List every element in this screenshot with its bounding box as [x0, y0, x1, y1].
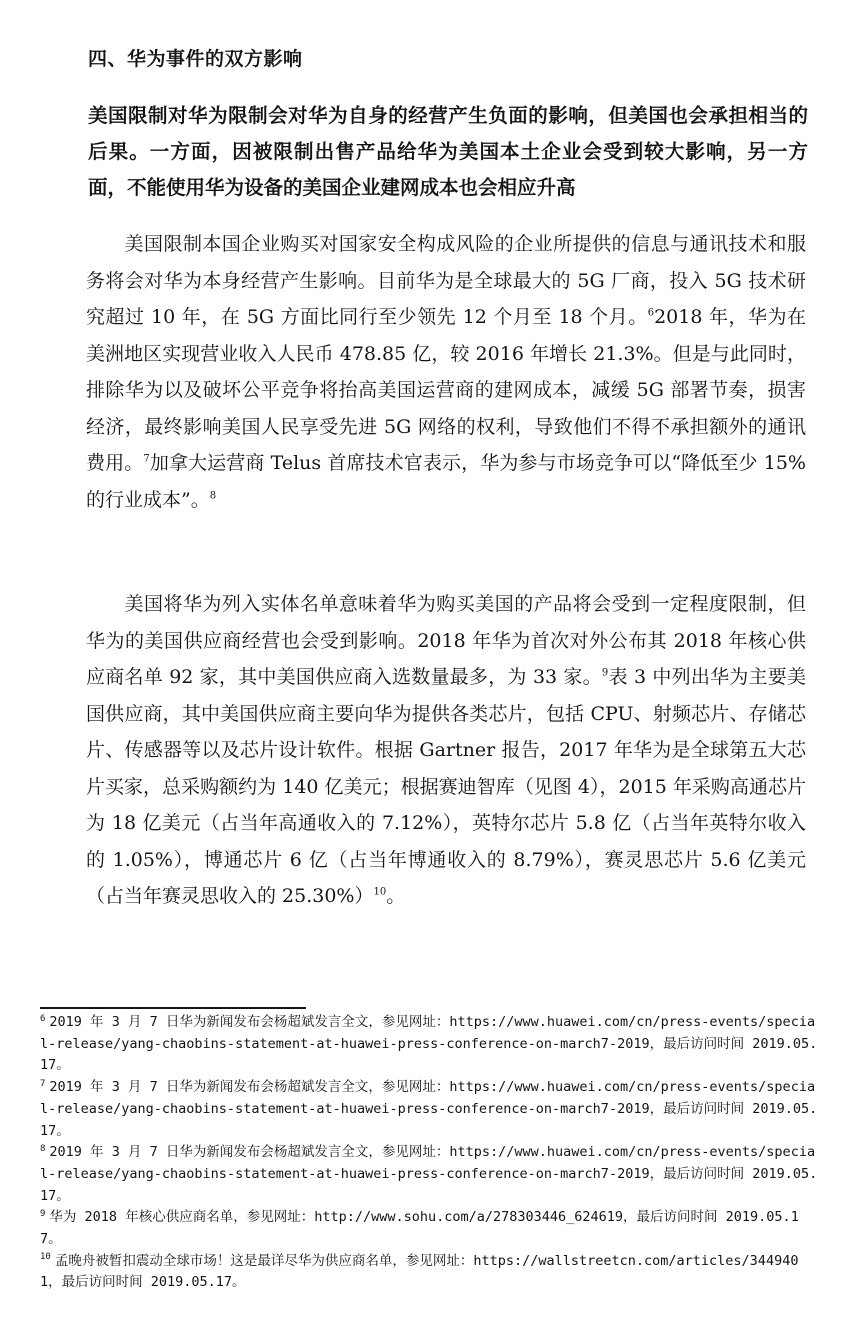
footnote-ref-6[interactable]: 6 [647, 307, 655, 319]
paragraph2-text-3: 。 [386, 885, 406, 907]
footnote-item [40, 1251, 820, 1294]
paragraph1-text-1: 美国限制本国企业购买对国家安全构成风险的企业所提供的信息与通讯技术和服务将会对华为本身经营产生影响。目前华为是全球最大的 5G 厂商，投入 5G 技术研究超过 10 年，在 5G 方面比同行至少领先 12 个月至 18 个月。 [86, 233, 806, 328]
footnote-ref-10[interactable]: 10 [373, 886, 387, 898]
footnote-divider [40, 1007, 306, 1009]
footnote-item [40, 1012, 820, 1077]
footnote-text: 2019 年 3 月 7 日华为新闻发布会杨超斌发言全文，参见网址：https://www.huawei.com/cn/press-events/special-release/yang-chaobins-statement-at-huawei-press-conference-on-march7-2019，最后访问时间 2019.05.17。 [40, 1079, 818, 1139]
footnote-text: 2019 年 3 月 7 日华为新闻发布会杨超斌发言全文，参见网址：https://www.huawei.com/cn/press-events/special-release/yang-chaobins-statement-at-huawei-press-conference-on-march7-2019，最后访问时间 2019.05.17。 [40, 1144, 818, 1204]
footnotes [40, 1012, 820, 1294]
paragraph2-text-2: 表 3 中列出华为主要美国供应商，其中美国供应商主要向华为提供各类芯片，包括 CPU、射频芯片、存储芯片、传感器等以及芯片设计软件。根据 Gartner 报告，2017 年华为是全球第五大芯片买家，总采购额约为 140 亿美元；根据赛迪智库（见图 4），2015 年采购高通芯片为 18 亿美元（占当年高通收入的 7.12%），英特尔芯片 5.8 亿（占当年英特尔收入的 1.05%），博通芯片 6 亿（占当年博通收入的 8.79%），赛灵思芯片 5.6 亿美元（占当年赛灵思收入的 25.30%） [86, 666, 807, 907]
section-heading: 四、华为事件的双方影响 [88, 48, 303, 70]
footnote-item [40, 1207, 820, 1250]
footnote-number: 6 [40, 1013, 46, 1024]
footnote-ref-8[interactable]: 8 [209, 490, 217, 502]
footnote-number: 10 [40, 1252, 51, 1263]
footnote-text: 孟晚舟被暂扣震动全球市场！这是最详尽华为供应商名单，参见网址：https://wallstreetcn.com/articles/3449401，最后访问时间 2019.05.17。 [40, 1252, 799, 1291]
footnote-text: 华为 2018 年核心供应商名单，参见网址：http://www.sohu.com/a/278303446_624619，最后访问时间 2019.05.17。 [40, 1209, 799, 1248]
footnote-item [40, 1077, 820, 1142]
lead-paragraph: 美国限制对华为限制会对华为自身的经营产生负面的影响，但美国也会承担相当的后果。一方面，因被限制出售产品给华为美国本土企业会受到较大影响，另一方面，不能使用华为设备的美国企业建网成本也会相应升高 [88, 104, 808, 199]
footnote-ref-9[interactable]: 9 [601, 667, 609, 679]
paragraph1-text-2: 2018 年，华为在美洲地区实现营业收入人民币 478.85 亿，较 2016 年增长 21.3%。但是与此同时，排除华为以及破坏公平竞争将抬高美国运营商的建网成本，减缓 5G 部署节奏，损害经济，最终影响美国人民享受先进 5G 网络的权利，导致他们不得不承担额外的通讯费用。 [86, 306, 806, 474]
footnote-number: 9 [40, 1208, 46, 1219]
footnote-item [40, 1142, 820, 1207]
body-paragraph-1 [86, 226, 806, 518]
body-paragraph-2 [86, 586, 806, 915]
footnote-number: 8 [40, 1143, 46, 1154]
footnote-text: 2019 年 3 月 7 日华为新闻发布会杨超斌发言全文，参见网址：https://www.huawei.com/cn/press-events/special-release/yang-chaobins-statement-at-huawei-press-conference-on-march7-2019，最后访问时间 2019.05.17。 [40, 1014, 818, 1074]
footnote-number: 7 [40, 1078, 46, 1089]
paragraph2-text-1: 美国将华为列入实体名单意味着华为购买美国的产品将会受到一定程度限制，但华为的美国供应商经营也会受到影响。2018 年华为首次对外公布其 2018 年核心供应商名单 92 家，其中美国供应商入选数量最多，为 33 家。 [86, 593, 806, 688]
paragraph1-text-3: 加拿大运营商 Telus 首席技术官表示，华为参与市场竞争可以“降低至少 15%的行业成本”。 [86, 452, 806, 511]
footnote-ref-7[interactable]: 7 [143, 453, 150, 465]
